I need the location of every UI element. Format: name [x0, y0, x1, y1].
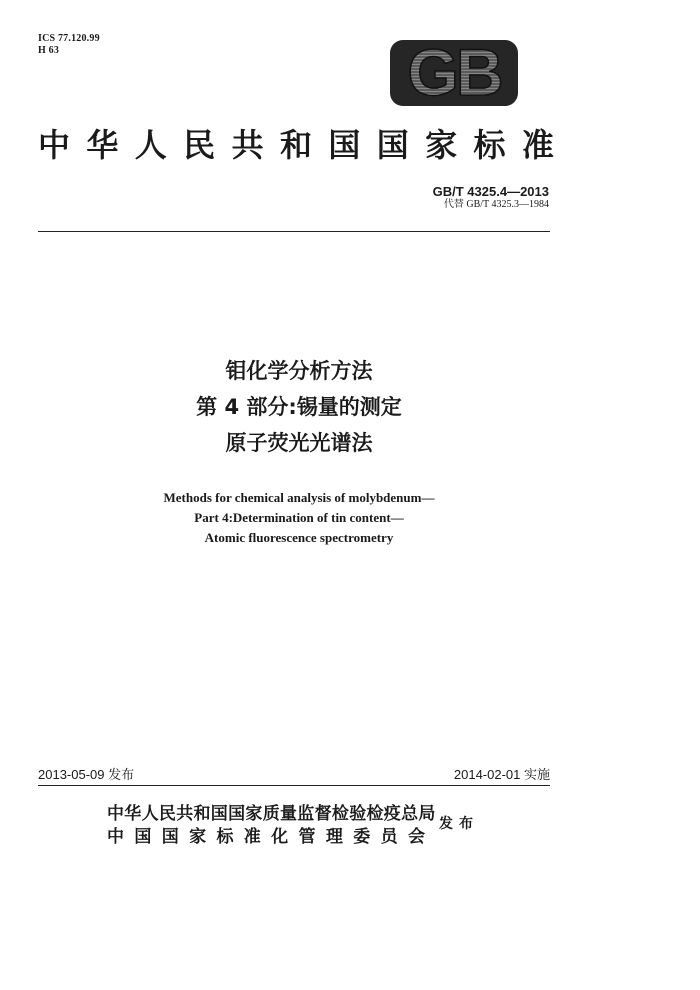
- standard-type-title: [38, 124, 554, 166]
- issuer-line-2-char: 国: [134, 827, 152, 847]
- issuer-line-2-char: 准: [243, 827, 261, 847]
- issuer-line-2-char: 标: [216, 827, 234, 847]
- standard-title-char: 华: [86, 126, 119, 164]
- issuer-line-2-char: 员: [380, 827, 398, 847]
- gb-logo: [390, 40, 518, 106]
- header-divider: [38, 231, 550, 232]
- title-en-line-3: Atomic fluorescence spectrometry: [204, 530, 394, 545]
- classification-codes: [38, 33, 100, 57]
- gb-logo-text: GB: [407, 40, 501, 106]
- issuer-line-2-char: 管: [298, 827, 316, 847]
- issuer-line-1: 中华人民共和国国家质量监督检验检疫总局: [107, 804, 436, 824]
- issuer-line-2-char: 会: [407, 827, 425, 847]
- footer-divider: [38, 785, 550, 786]
- title-cn-line-3: 原子荧光光谱法: [225, 431, 373, 455]
- standard-title-char: 中: [38, 126, 71, 164]
- issuer-line-2-char: 化: [271, 827, 289, 847]
- standard-title-char: 民: [183, 126, 216, 164]
- implementation-date: 2014-02-01 实施: [453, 767, 550, 782]
- issuer-line-2-char: 委: [353, 827, 371, 847]
- standard-title-char: 准: [521, 126, 554, 164]
- title-en-line-1: Methods for chemical analysis of molybdenum—: [163, 490, 435, 505]
- standard-title-char: 国: [328, 126, 361, 164]
- ccs-code: H 63: [38, 45, 60, 56]
- standard-title-char: 共: [231, 126, 264, 164]
- standard-title-char: 国: [376, 126, 409, 164]
- standard-title-char: 和: [279, 126, 312, 164]
- issuer-line-2-char: 中: [107, 827, 124, 847]
- standard-title-char: 家: [425, 126, 458, 164]
- standard-title-char: 标: [473, 126, 506, 164]
- issuer-line-2-char: 家: [189, 827, 207, 847]
- replaces-standard: 代替 GB/T 4325.3—1984: [443, 199, 549, 210]
- ics-code: ICS 77.120.99: [38, 33, 100, 44]
- issuer-line-2-char: 国: [161, 827, 179, 847]
- title-cn-line-2: 第 4 部分:锡量的测定: [196, 395, 402, 419]
- standard-number: GB/T 4325.4—2013: [432, 184, 549, 199]
- title-cn-line-1: 钼化学分析方法: [225, 359, 373, 383]
- issuer-line-2: [107, 826, 425, 848]
- issue-date: 2013-05-09 发布: [38, 767, 135, 782]
- standard-title-char: 人: [134, 126, 167, 164]
- publish-label: 发布: [439, 816, 479, 832]
- issuer-line-2-char: 理: [325, 827, 343, 847]
- title-en-line-2: Part 4:Determination of tin content—: [194, 510, 404, 525]
